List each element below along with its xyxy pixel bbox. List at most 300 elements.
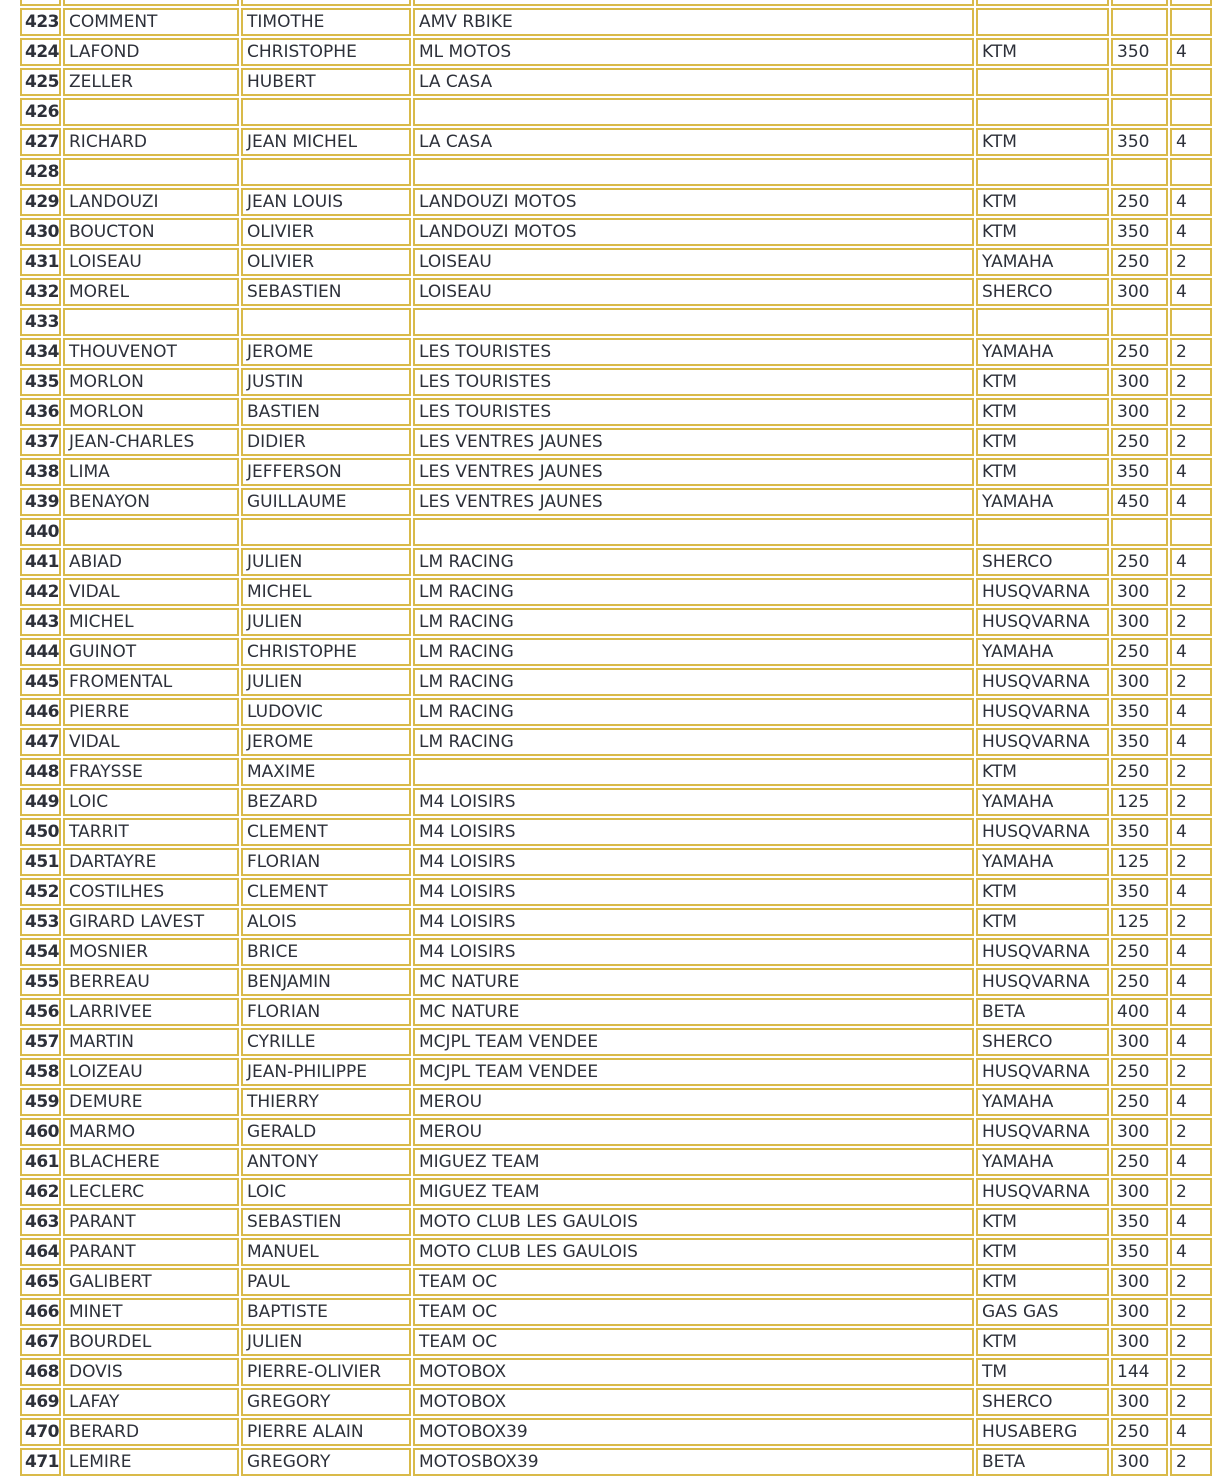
- brand: HUSQVARNA: [976, 968, 1109, 996]
- stroke: 4: [1170, 1028, 1212, 1056]
- team: MEROU: [413, 1088, 974, 1116]
- last-name: LECLERC: [63, 1178, 239, 1206]
- stroke: 2: [1170, 1058, 1212, 1086]
- last-name: BOURDEL: [63, 1328, 239, 1356]
- first-name: SEBASTIEN: [241, 278, 411, 306]
- first-name: BAPTISTE: [241, 1298, 411, 1326]
- first-name: JEROME: [241, 728, 411, 756]
- team: LOISEAU: [413, 278, 974, 306]
- first-name: PIERRE ALAIN: [241, 1418, 411, 1446]
- team: M4 LOISIRS: [413, 848, 974, 876]
- stroke: 2: [1170, 578, 1212, 606]
- first-name: JUSTIN: [241, 368, 411, 396]
- rider-number: 462: [20, 1178, 61, 1206]
- stroke: 2: [1170, 788, 1212, 816]
- brand: TM: [976, 1358, 1109, 1386]
- brand: HUSQVARNA: [976, 818, 1109, 846]
- brand: [976, 518, 1109, 546]
- stroke: 4: [1170, 1148, 1212, 1176]
- first-name: FLORIAN: [241, 998, 411, 1026]
- displacement: 300: [1111, 1028, 1168, 1056]
- last-name: [63, 518, 239, 546]
- rider-number: 445: [20, 668, 61, 696]
- rider-number: 423: [20, 8, 61, 36]
- first-name: LOIC: [241, 1178, 411, 1206]
- table-row: [20, 428, 1212, 456]
- brand: KTM: [976, 368, 1109, 396]
- first-name: PIERRE-OLIVIER: [241, 1358, 411, 1386]
- team: LM RACING: [413, 668, 974, 696]
- rider-number: 455: [20, 968, 61, 996]
- table-row: [20, 908, 1212, 936]
- table-row: [20, 278, 1212, 306]
- stroke: 4: [1170, 128, 1212, 156]
- table-row: [20, 668, 1212, 696]
- first-name: BENJAMIN: [241, 968, 411, 996]
- brand: HUSQVARNA: [976, 938, 1109, 966]
- last-name: MOREL: [63, 278, 239, 306]
- displacement: 250: [1111, 1148, 1168, 1176]
- table-row: [20, 338, 1212, 366]
- last-name: LAFAY: [63, 1388, 239, 1416]
- first-name: JULIEN: [241, 668, 411, 696]
- brand: HUSQVARNA: [976, 668, 1109, 696]
- brand: YAMAHA: [976, 248, 1109, 276]
- rider-entry-list-table: [18, 0, 1214, 1478]
- brand: YAMAHA: [976, 338, 1109, 366]
- stroke: 4: [1170, 698, 1212, 726]
- table-row: [20, 188, 1212, 216]
- brand: YAMAHA: [976, 1148, 1109, 1176]
- stroke: 4: [1170, 38, 1212, 66]
- table-row: [20, 1208, 1212, 1236]
- team: MOTOBOX39: [413, 1418, 974, 1446]
- rider-number: 441: [20, 548, 61, 576]
- first-name: GREGORY: [241, 1448, 411, 1476]
- last-name: [63, 158, 239, 186]
- brand: YAMAHA: [976, 488, 1109, 516]
- last-name: MORLON: [63, 398, 239, 426]
- first-name: JEAN MICHEL: [241, 128, 411, 156]
- table-row: [20, 1058, 1212, 1086]
- last-name: PIERRE: [63, 698, 239, 726]
- last-name: RICHARD: [63, 128, 239, 156]
- team: M4 LOISIRS: [413, 938, 974, 966]
- brand: KTM: [976, 398, 1109, 426]
- brand: KTM: [976, 38, 1109, 66]
- displacement: 350: [1111, 1208, 1168, 1236]
- stroke: 4: [1170, 818, 1212, 846]
- last-name: VIDAL: [63, 728, 239, 756]
- stroke: 4: [1170, 188, 1212, 216]
- table-row: [20, 638, 1212, 666]
- rider-number: 471: [20, 1448, 61, 1476]
- first-name: [241, 158, 411, 186]
- table-row: [20, 1238, 1212, 1266]
- rider-number: 453: [20, 908, 61, 936]
- displacement: 250: [1111, 1058, 1168, 1086]
- team: LES VENTRES JAUNES: [413, 488, 974, 516]
- first-name: JEAN-PHILIPPE: [241, 1058, 411, 1086]
- team: MOTOSBOX39: [413, 1448, 974, 1476]
- last-name: FRAYSSE: [63, 758, 239, 786]
- brand: HUSQVARNA: [976, 1118, 1109, 1146]
- displacement: 125: [1111, 788, 1168, 816]
- first-name: JULIEN: [241, 548, 411, 576]
- displacement: 300: [1111, 278, 1168, 306]
- stroke: 2: [1170, 1358, 1212, 1386]
- brand: SHERCO: [976, 1388, 1109, 1416]
- team: MOTO CLUB LES GAULOIS: [413, 1238, 974, 1266]
- last-name: GUINOT: [63, 638, 239, 666]
- first-name: [241, 308, 411, 336]
- brand: YAMAHA: [976, 1088, 1109, 1116]
- stroke: 2: [1170, 758, 1212, 786]
- first-name: JEAN LOUIS: [241, 188, 411, 216]
- table-row: [20, 758, 1212, 786]
- displacement: 350: [1111, 458, 1168, 486]
- first-name: [241, 518, 411, 546]
- stroke: [1170, 308, 1212, 336]
- last-name: PARANT: [63, 1238, 239, 1266]
- rider-number: 444: [20, 638, 61, 666]
- rider-number: 440: [20, 518, 61, 546]
- team: LM RACING: [413, 638, 974, 666]
- table-row: [20, 518, 1212, 546]
- stroke: 2: [1170, 1298, 1212, 1326]
- brand: [976, 308, 1109, 336]
- team: MOTOBOX: [413, 1358, 974, 1386]
- stroke: 4: [1170, 488, 1212, 516]
- brand: [976, 8, 1109, 36]
- brand: HUSQVARNA: [976, 1178, 1109, 1206]
- stroke: 2: [1170, 1268, 1212, 1296]
- brand: KTM: [976, 1208, 1109, 1236]
- team: MEROU: [413, 1118, 974, 1146]
- stroke: 4: [1170, 968, 1212, 996]
- table-row: [20, 308, 1212, 336]
- team: LOISEAU: [413, 248, 974, 276]
- rider-number: 469: [20, 1388, 61, 1416]
- brand: KTM: [976, 218, 1109, 246]
- displacement: 250: [1111, 1088, 1168, 1116]
- first-name: CYRILLE: [241, 1028, 411, 1056]
- stroke: 4: [1170, 1238, 1212, 1266]
- table-row: [20, 578, 1212, 606]
- last-name: COMMENT: [63, 8, 239, 36]
- stroke: [1170, 68, 1212, 96]
- displacement: 250: [1111, 248, 1168, 276]
- stroke: 4: [1170, 728, 1212, 756]
- first-name: [241, 98, 411, 126]
- team: LM RACING: [413, 698, 974, 726]
- team: LA CASA: [413, 128, 974, 156]
- displacement: 300: [1111, 1268, 1168, 1296]
- rider-number: 468: [20, 1358, 61, 1386]
- last-name: FROMENTAL: [63, 668, 239, 696]
- last-name: MARMO: [63, 1118, 239, 1146]
- rider-number: 427: [20, 128, 61, 156]
- displacement: 125: [1111, 848, 1168, 876]
- first-name: GREGORY: [241, 1388, 411, 1416]
- last-name: LARRIVEE: [63, 998, 239, 1026]
- last-name: GALIBERT: [63, 1268, 239, 1296]
- rider-number: 450: [20, 818, 61, 846]
- stroke: 2: [1170, 398, 1212, 426]
- team: LM RACING: [413, 578, 974, 606]
- first-name: ALOIS: [241, 908, 411, 936]
- displacement: 250: [1111, 938, 1168, 966]
- brand: KTM: [976, 128, 1109, 156]
- table-row: [20, 218, 1212, 246]
- displacement: [1111, 68, 1168, 96]
- table-row: [20, 878, 1212, 906]
- table-row: [20, 1118, 1212, 1146]
- rider-number: 426: [20, 98, 61, 126]
- displacement: 300: [1111, 398, 1168, 426]
- brand: [976, 158, 1109, 186]
- rider-number: 454: [20, 938, 61, 966]
- first-name: PAUL: [241, 1268, 411, 1296]
- table-row: [20, 1088, 1212, 1116]
- rider-number: 451: [20, 848, 61, 876]
- team: TEAM OC: [413, 1298, 974, 1326]
- team: MC NATURE: [413, 968, 974, 996]
- table-row: [20, 1028, 1212, 1056]
- stroke: 2: [1170, 1388, 1212, 1416]
- table-row: [20, 1388, 1212, 1416]
- brand: YAMAHA: [976, 638, 1109, 666]
- last-name: BLACHERE: [63, 1148, 239, 1176]
- table-row: [20, 458, 1212, 486]
- table-row: [20, 1448, 1212, 1476]
- stroke: 4: [1170, 998, 1212, 1026]
- stroke: 2: [1170, 668, 1212, 696]
- last-name: BOUCTON: [63, 218, 239, 246]
- brand: [976, 0, 1109, 6]
- rider-number: 431: [20, 248, 61, 276]
- stroke: 4: [1170, 1418, 1212, 1446]
- displacement: 350: [1111, 698, 1168, 726]
- team: MCJPL TEAM VENDEE: [413, 1028, 974, 1056]
- team: LES VENTRES JAUNES: [413, 458, 974, 486]
- first-name: OLIVIER: [241, 248, 411, 276]
- team: TEAM OC: [413, 1268, 974, 1296]
- rider-number: 457: [20, 1028, 61, 1056]
- displacement: 250: [1111, 188, 1168, 216]
- rider-number: 452: [20, 878, 61, 906]
- last-name: MOSNIER: [63, 938, 239, 966]
- table-row: [20, 158, 1212, 186]
- displacement: 300: [1111, 1388, 1168, 1416]
- first-name: SEBASTIEN: [241, 1208, 411, 1236]
- rider-number: 433: [20, 308, 61, 336]
- rider-number: 446: [20, 698, 61, 726]
- last-name: BERREAU: [63, 968, 239, 996]
- table-row: [20, 1178, 1212, 1206]
- team: M4 LOISIRS: [413, 788, 974, 816]
- last-name: TARRIT: [63, 818, 239, 846]
- first-name: THIERRY: [241, 1088, 411, 1116]
- first-name: CHRISTOPHE: [241, 38, 411, 66]
- displacement: [1111, 518, 1168, 546]
- team: MIGUEZ TEAM: [413, 1178, 974, 1206]
- first-name: MAXIME: [241, 758, 411, 786]
- team: LANDOUZI MOTOS: [413, 188, 974, 216]
- brand: KTM: [976, 758, 1109, 786]
- stroke: 2: [1170, 1328, 1212, 1356]
- stroke: 2: [1170, 908, 1212, 936]
- table-row: [20, 608, 1212, 636]
- table-row: [20, 998, 1212, 1026]
- rider-number: 447: [20, 728, 61, 756]
- stroke: [1170, 98, 1212, 126]
- rider-number: 442: [20, 578, 61, 606]
- rider-number: 434: [20, 338, 61, 366]
- displacement: 125: [1111, 908, 1168, 936]
- team: TEAM OC: [413, 1328, 974, 1356]
- displacement: 350: [1111, 878, 1168, 906]
- displacement: 300: [1111, 578, 1168, 606]
- first-name: [241, 0, 411, 6]
- stroke: 2: [1170, 428, 1212, 456]
- displacement: 300: [1111, 608, 1168, 636]
- displacement: 400: [1111, 998, 1168, 1026]
- team: MCJPL TEAM VENDEE: [413, 1058, 974, 1086]
- brand: [976, 68, 1109, 96]
- last-name: ZELLER: [63, 68, 239, 96]
- table-row: [20, 848, 1212, 876]
- stroke: 4: [1170, 638, 1212, 666]
- last-name: [63, 98, 239, 126]
- displacement: 250: [1111, 548, 1168, 576]
- displacement: [1111, 308, 1168, 336]
- team: AMV RBIKE: [413, 8, 974, 36]
- stroke: 4: [1170, 878, 1212, 906]
- brand: SHERCO: [976, 1028, 1109, 1056]
- last-name: DOVIS: [63, 1358, 239, 1386]
- table-row: [20, 248, 1212, 276]
- team: [413, 308, 974, 336]
- table-row: [20, 8, 1212, 36]
- displacement: 350: [1111, 818, 1168, 846]
- table-row: [20, 98, 1212, 126]
- rider-number: 467: [20, 1328, 61, 1356]
- displacement: 300: [1111, 1178, 1168, 1206]
- stroke: [1170, 0, 1212, 6]
- first-name: OLIVIER: [241, 218, 411, 246]
- rider-number: 430: [20, 218, 61, 246]
- first-name: LUDOVIC: [241, 698, 411, 726]
- stroke: 2: [1170, 608, 1212, 636]
- brand: SHERCO: [976, 548, 1109, 576]
- displacement: 300: [1111, 1448, 1168, 1476]
- rider-number: 429: [20, 188, 61, 216]
- rider-number: 443: [20, 608, 61, 636]
- first-name: GUILLAUME: [241, 488, 411, 516]
- displacement: [1111, 98, 1168, 126]
- team: LA CASA: [413, 68, 974, 96]
- rider-number: 438: [20, 458, 61, 486]
- team: [413, 0, 974, 6]
- rider-number: 437: [20, 428, 61, 456]
- table-row: [20, 728, 1212, 756]
- rider-number: 461: [20, 1148, 61, 1176]
- rider-number: 458: [20, 1058, 61, 1086]
- team: MIGUEZ TEAM: [413, 1148, 974, 1176]
- brand: KTM: [976, 1328, 1109, 1356]
- team: [413, 98, 974, 126]
- last-name: LANDOUZI: [63, 188, 239, 216]
- first-name: JULIEN: [241, 608, 411, 636]
- rider-number: 456: [20, 998, 61, 1026]
- table-row: [20, 1358, 1212, 1386]
- displacement: 350: [1111, 728, 1168, 756]
- brand: BETA: [976, 1448, 1109, 1476]
- team: LM RACING: [413, 728, 974, 756]
- displacement: 300: [1111, 1298, 1168, 1326]
- last-name: MARTIN: [63, 1028, 239, 1056]
- first-name: GERALD: [241, 1118, 411, 1146]
- last-name: LOISEAU: [63, 248, 239, 276]
- stroke: 2: [1170, 368, 1212, 396]
- rider-number: 424: [20, 38, 61, 66]
- displacement: 250: [1111, 1418, 1168, 1446]
- first-name: HUBERT: [241, 68, 411, 96]
- last-name: BENAYON: [63, 488, 239, 516]
- table-row: [20, 1328, 1212, 1356]
- brand: [976, 98, 1109, 126]
- first-name: JULIEN: [241, 1328, 411, 1356]
- stroke: 2: [1170, 1178, 1212, 1206]
- first-name: CHRISTOPHE: [241, 638, 411, 666]
- table-row: [20, 488, 1212, 516]
- displacement: 350: [1111, 1238, 1168, 1266]
- team: ML MOTOS: [413, 38, 974, 66]
- displacement: 250: [1111, 638, 1168, 666]
- brand: YAMAHA: [976, 848, 1109, 876]
- table-row: [20, 968, 1212, 996]
- brand: KTM: [976, 1268, 1109, 1296]
- displacement: 250: [1111, 428, 1168, 456]
- rider-entry-list-body: [20, 0, 1212, 1476]
- stroke: 4: [1170, 458, 1212, 486]
- stroke: 4: [1170, 1088, 1212, 1116]
- last-name: MICHEL: [63, 608, 239, 636]
- team: LM RACING: [413, 608, 974, 636]
- stroke: 2: [1170, 848, 1212, 876]
- team: MC NATURE: [413, 998, 974, 1026]
- last-name: LAFOND: [63, 38, 239, 66]
- rider-number: 463: [20, 1208, 61, 1236]
- displacement: 350: [1111, 218, 1168, 246]
- last-name: LIMA: [63, 458, 239, 486]
- stroke: 4: [1170, 218, 1212, 246]
- team: MOTO CLUB LES GAULOIS: [413, 1208, 974, 1236]
- last-name: GIRARD LAVEST: [63, 908, 239, 936]
- stroke: [1170, 518, 1212, 546]
- team: LANDOUZI MOTOS: [413, 218, 974, 246]
- rider-number: 425: [20, 68, 61, 96]
- last-name: BERARD: [63, 1418, 239, 1446]
- team: [413, 158, 974, 186]
- displacement: [1111, 0, 1168, 6]
- table-row: [20, 698, 1212, 726]
- last-name: PARANT: [63, 1208, 239, 1236]
- last-name: DEMURE: [63, 1088, 239, 1116]
- rider-number: 436: [20, 398, 61, 426]
- table-row: [20, 1298, 1212, 1326]
